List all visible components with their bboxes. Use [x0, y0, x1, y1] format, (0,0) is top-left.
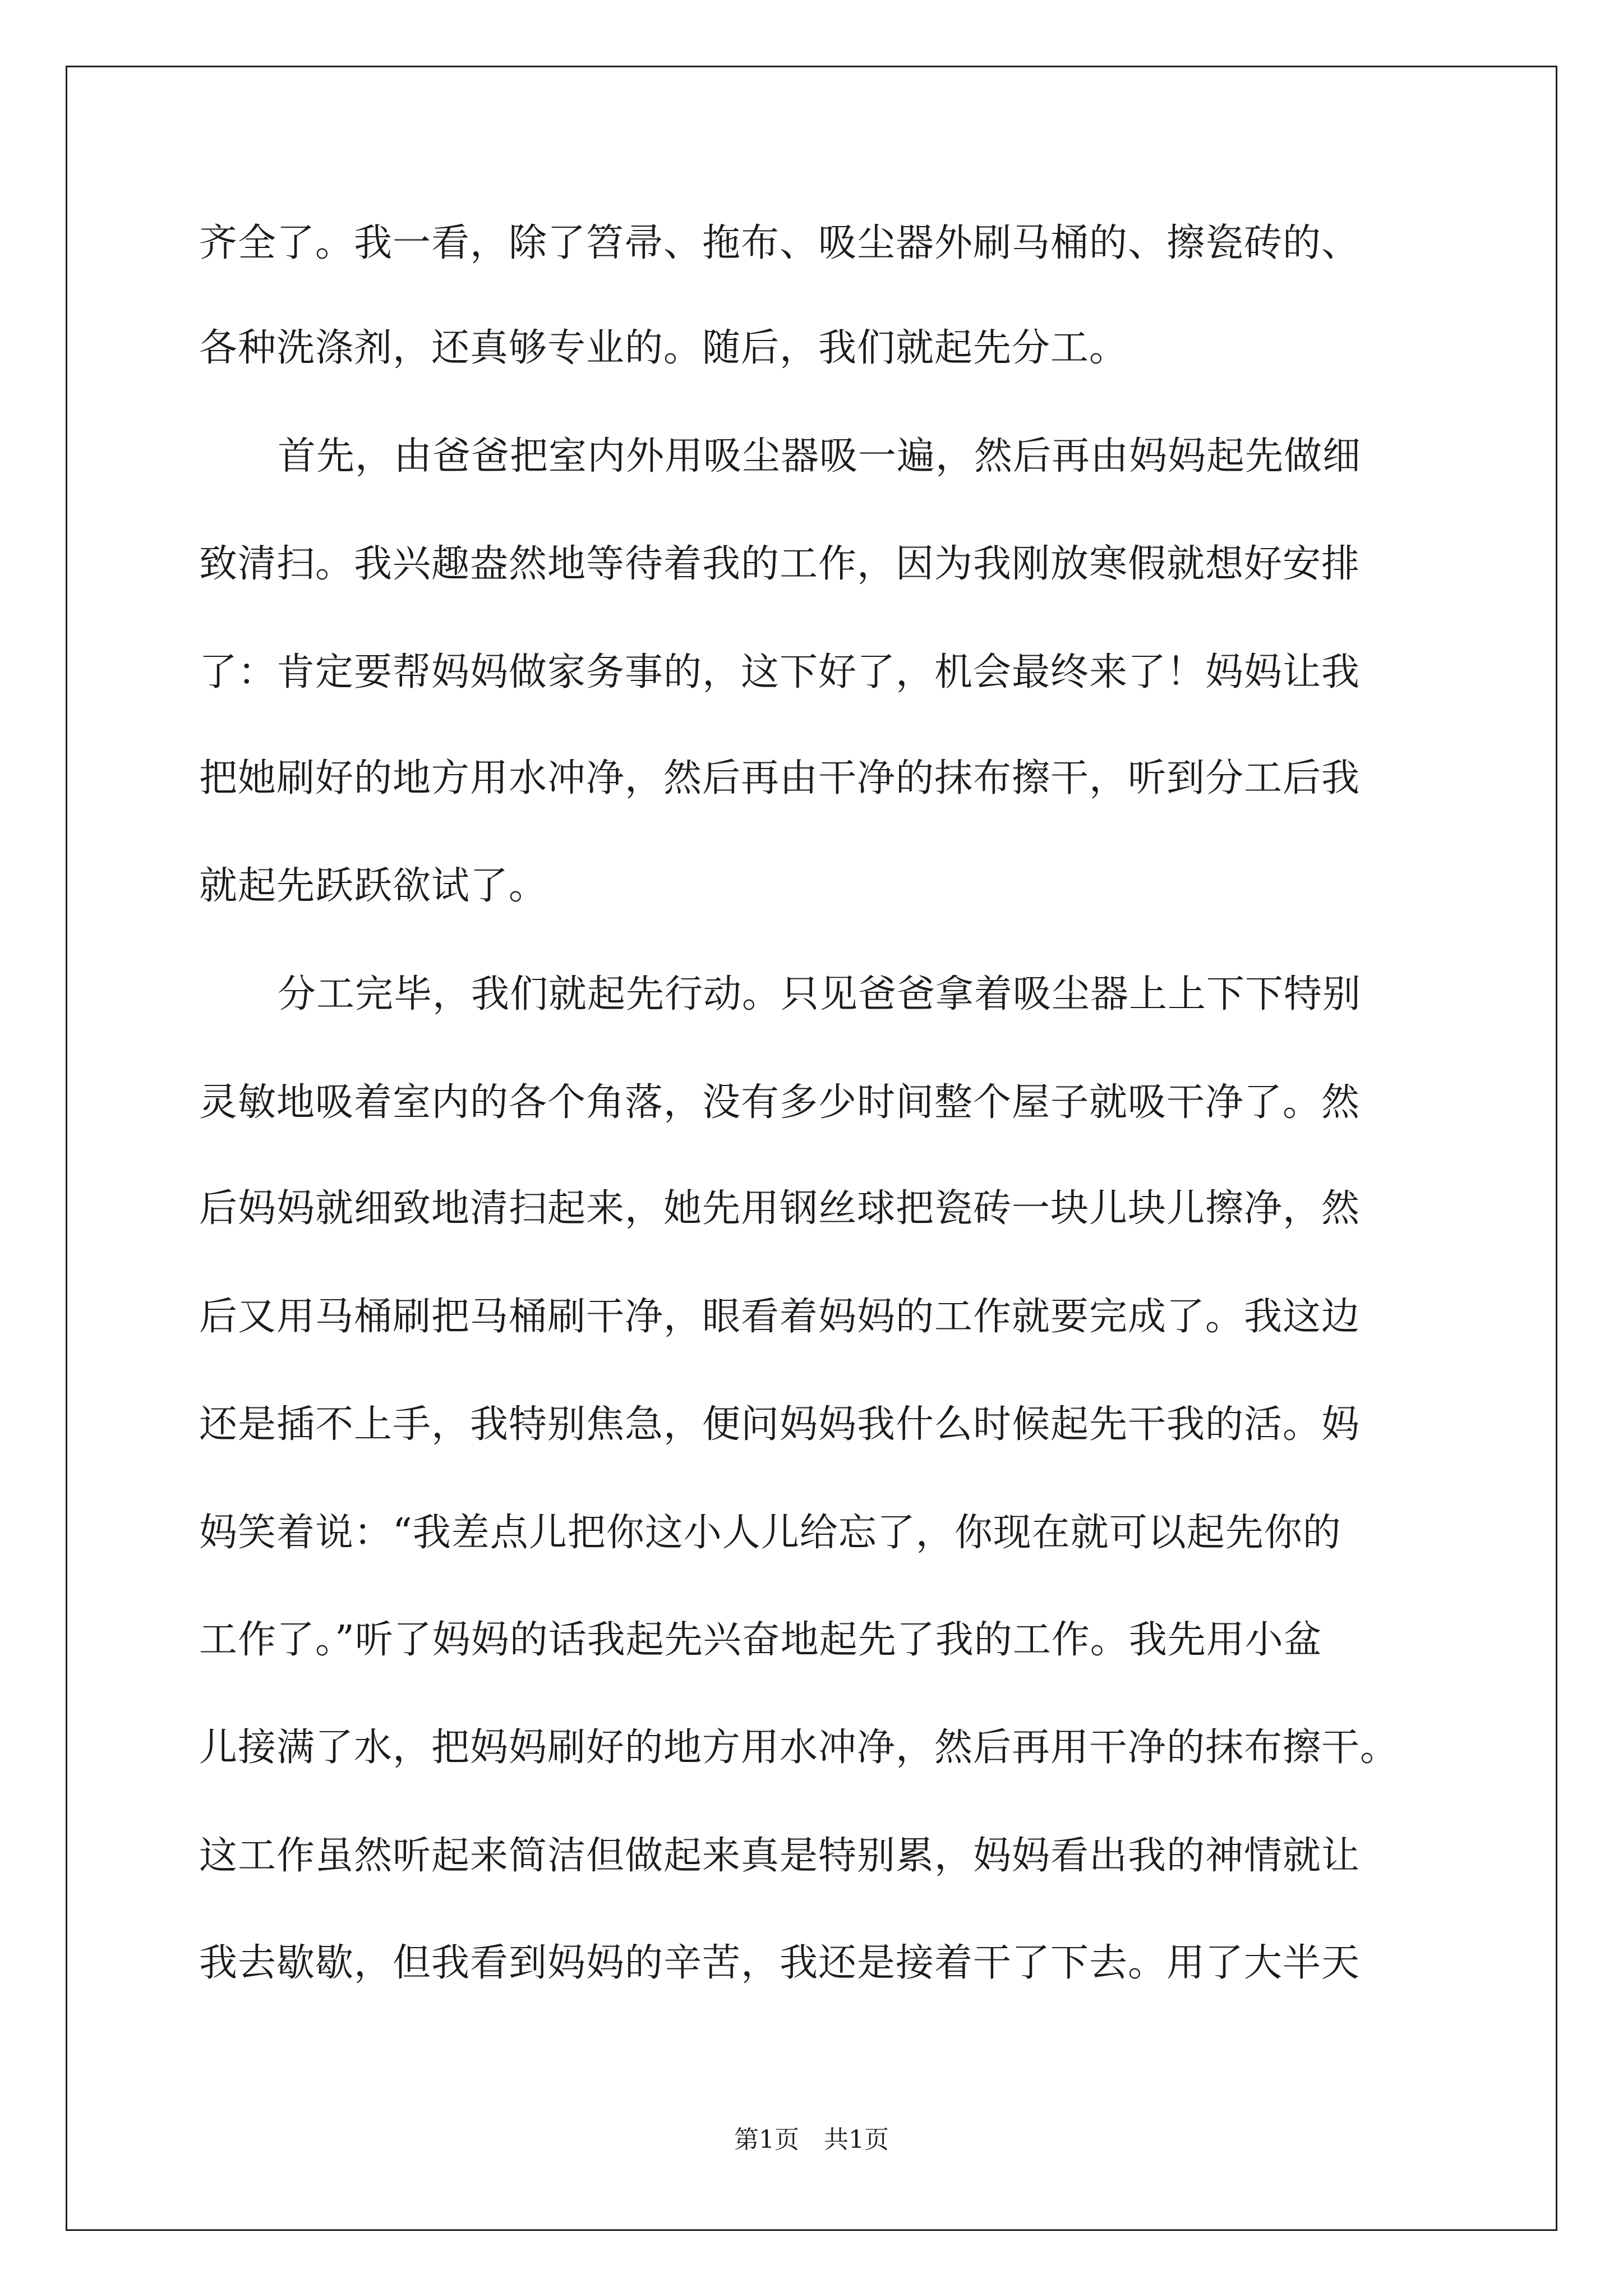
page-footer: 第1页 共1页	[734, 2125, 889, 2154]
text-line: 灵敏地吸着室内的各个角落，没有多少时间整个屋子就吸干净了。然	[199, 1080, 1361, 1125]
text-line: 这工作虽然听起来简洁但做起来真是特别累，妈妈看出我的神情就让	[199, 1834, 1361, 1878]
text-line: 致清扫。我兴趣盎然地等待着我的工作，因为我刚放寒假就想好安排	[199, 542, 1361, 586]
text-line: 首先，由爸爸把室内外用吸尘器吸一遍，然后再由妈妈起先做细	[278, 434, 1362, 478]
text-line: 齐全了。我一看，除了笤帚、拖布、吸尘器外刷马桶的、擦瓷砖的、	[199, 221, 1361, 265]
text-line: 分工完毕，我们就起先行动。只见爸爸拿着吸尘器上上下下特别	[278, 972, 1362, 1016]
text-line: 我去歇歇，但我看到妈妈的辛苦，我还是接着干了下去。用了大半天	[199, 1941, 1361, 1985]
text-line: 妈笑着说：“我差点儿把你这小人儿给忘了，你现在就可以起先你的	[199, 1511, 1341, 1555]
text-line: 工作了。”听了妈妈的话我起先兴奋地起先了我的工作。我先用小盆	[199, 1618, 1322, 1662]
text-line: 后妈妈就细致地清扫起来，她先用钢丝球把瓷砖一块儿块儿擦净，然	[199, 1186, 1361, 1231]
text-line: 儿接满了水，把妈妈刷好的地方用水冲净，然后再用干净的抹布擦干。	[199, 1726, 1399, 1770]
page-border	[66, 66, 1557, 2231]
text-line: 把她刷好的地方用水冲净，然后再由干净的抹布擦干，听到分工后我	[199, 756, 1361, 800]
text-line: 后又用马桶刷把马桶刷干净，眼看着妈妈的工作就要完成了。我这边	[199, 1295, 1361, 1339]
text-line: 就起先跃跃欲试了。	[199, 864, 548, 908]
text-line: 了：肯定要帮妈妈做家务事的，这下好了，机会最终来了！妈妈让我	[199, 650, 1361, 694]
text-line: 各种洗涤剂，还真够专业的。随后，我们就起先分工。	[199, 326, 1128, 370]
text-line: 还是插不上手，我特别焦急，便问妈妈我什么时候起先干我的活。妈	[199, 1402, 1361, 1447]
